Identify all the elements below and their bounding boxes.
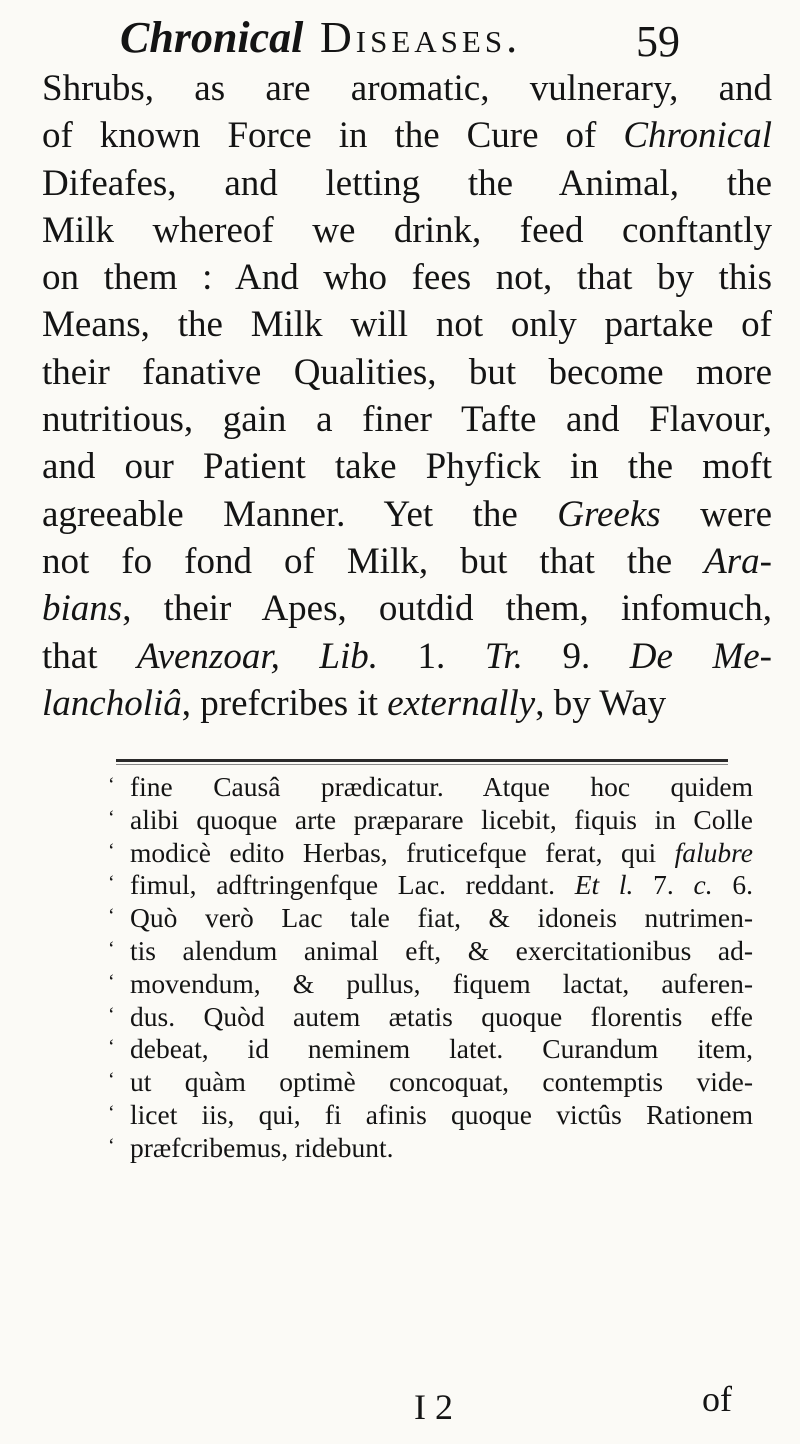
signature-mark: I 2: [414, 1387, 453, 1427]
footnote-divider-thin: [116, 764, 728, 765]
text-segment: Greeks: [557, 493, 661, 535]
footnote-line: [108, 1066, 753, 1099]
text-segment: 7.: [633, 869, 694, 901]
text-line: [42, 207, 772, 254]
text-segment: 1.: [378, 635, 485, 677]
text-line: [42, 538, 772, 585]
text-segment: c.: [693, 869, 713, 901]
quote-mark: ‘: [108, 970, 115, 993]
footnote-line: [108, 1132, 753, 1165]
text-line: [42, 349, 772, 396]
text-segment: Shrubs, as are aromatic, vulnerary, and: [42, 68, 772, 109]
quote-mark: ‘: [108, 1036, 115, 1059]
text-segment: præfcribemus, ridebunt.: [130, 1131, 394, 1163]
text-line: [42, 254, 772, 301]
text-segment: , prefcribes it: [181, 682, 388, 724]
quote-mark: ‘: [108, 1134, 115, 1157]
text-segment: on them : And who fees not, that by this: [42, 257, 772, 299]
footnote-line: [108, 804, 753, 837]
text-segment: fine Causâ prædicatur. Atque hoc quidem: [130, 771, 753, 802]
text-segment: of known Force in the Cure of: [42, 115, 624, 157]
footnote-line: [108, 968, 753, 1001]
text-segment: dus. Quòd autem ætatis quoque florentis effe: [130, 1000, 753, 1032]
quote-mark: ‘: [108, 774, 115, 796]
text-segment: falubre: [674, 836, 753, 868]
header-title-caps: Diseases.: [320, 13, 522, 62]
quote-mark: ‘: [108, 1069, 115, 1092]
text-segment: Ara-: [704, 540, 772, 582]
text-segment: 6.: [712, 869, 753, 901]
text-segment: Tr.: [484, 635, 523, 677]
text-segment: De Me-: [629, 635, 773, 677]
quote-mark: ‘: [108, 937, 115, 960]
text-line: [42, 396, 772, 443]
text-segment: debeat, id neminem latet. Curandum item,: [130, 1033, 753, 1065]
text-segment: Chronical: [623, 115, 772, 157]
footnote-line: [108, 902, 753, 935]
text-segment: ut quàm optimè concoquat, contemptis vide-: [130, 1066, 753, 1098]
text-segment: externally: [387, 682, 536, 724]
text-segment: not fo fond of Milk, but that the: [42, 540, 705, 582]
text-segment: fimul, adftringenfque Lac. reddant.: [130, 869, 575, 901]
text-segment: licet iis, qui, fi afinis quoque victûs Rationem: [130, 1098, 753, 1130]
quote-mark: ‘: [108, 806, 115, 829]
text-segment: nutritious, gain a finer Tafte and Flavour,: [42, 399, 772, 441]
text-segment: their fanative Qualities, but become more: [42, 351, 772, 393]
footnote-line: [108, 837, 753, 870]
text-segment: and our Patient take Phyfick in the moft: [42, 446, 772, 488]
text-segment: were: [660, 493, 772, 535]
text-segment: alibi quoque arte præparare licebit, fiquis in Colle: [130, 803, 753, 835]
text-segment: lancholiâ: [42, 682, 182, 724]
text-line: [42, 112, 772, 159]
text-segment: Difeafes, and letting the Animal, the: [42, 162, 772, 204]
text-segment: modicè edito Herbas, fruticefque ferat, qui: [130, 836, 675, 868]
text-line: [42, 160, 772, 207]
text-line: [42, 491, 772, 538]
quote-mark: ‘: [108, 905, 115, 928]
text-line: [42, 680, 772, 727]
footnote-line: [108, 869, 753, 902]
text-segment: agreeable Manner. Yet the: [42, 493, 558, 535]
footnote-divider: [116, 759, 728, 762]
text-segment: Quò verò Lac tale fiat, & idoneis nutrimen-: [130, 902, 753, 934]
footnote-text: [108, 771, 753, 1165]
quote-mark: ‘: [108, 839, 115, 862]
text-segment: bians: [42, 588, 123, 630]
text-segment: tis alendum animal eft, & exercitationibus ad-: [130, 934, 753, 966]
text-line: [42, 633, 772, 680]
main-text: [42, 65, 772, 727]
footnote-line: [108, 1001, 753, 1034]
text-segment: Milk whereof we drink, feed conftantly: [42, 209, 772, 251]
text-segment: that: [42, 635, 138, 677]
quote-mark: ‘: [108, 1003, 115, 1026]
footnote-line: [108, 1033, 753, 1066]
text-line: [42, 301, 772, 348]
text-line: [42, 443, 772, 490]
text-segment: Means, the Milk will not only partake of: [42, 304, 772, 346]
text-segment: 9.: [522, 635, 630, 677]
footnote-line: [108, 1099, 753, 1132]
page-footer: [0, 1379, 800, 1436]
text-segment: , their Apes, outdid them, infomuch,: [122, 588, 772, 630]
footnote-line: [108, 771, 753, 804]
text-segment: Et l.: [574, 869, 634, 901]
text-segment: movendum, & pullus, fiquem lactat, auferen-: [130, 967, 753, 999]
text-segment: , by Way: [535, 682, 667, 724]
quote-mark: ‘: [108, 872, 115, 895]
text-segment: Avenzoar, Lib.: [137, 635, 379, 677]
quote-mark: ‘: [108, 1101, 115, 1124]
text-line: [42, 585, 772, 632]
text-line: [42, 65, 772, 112]
page-number: 59: [636, 17, 680, 66]
footnote-line: [108, 935, 753, 968]
catchword: of: [702, 1379, 732, 1419]
header-title-italic: Chronical: [120, 13, 304, 62]
